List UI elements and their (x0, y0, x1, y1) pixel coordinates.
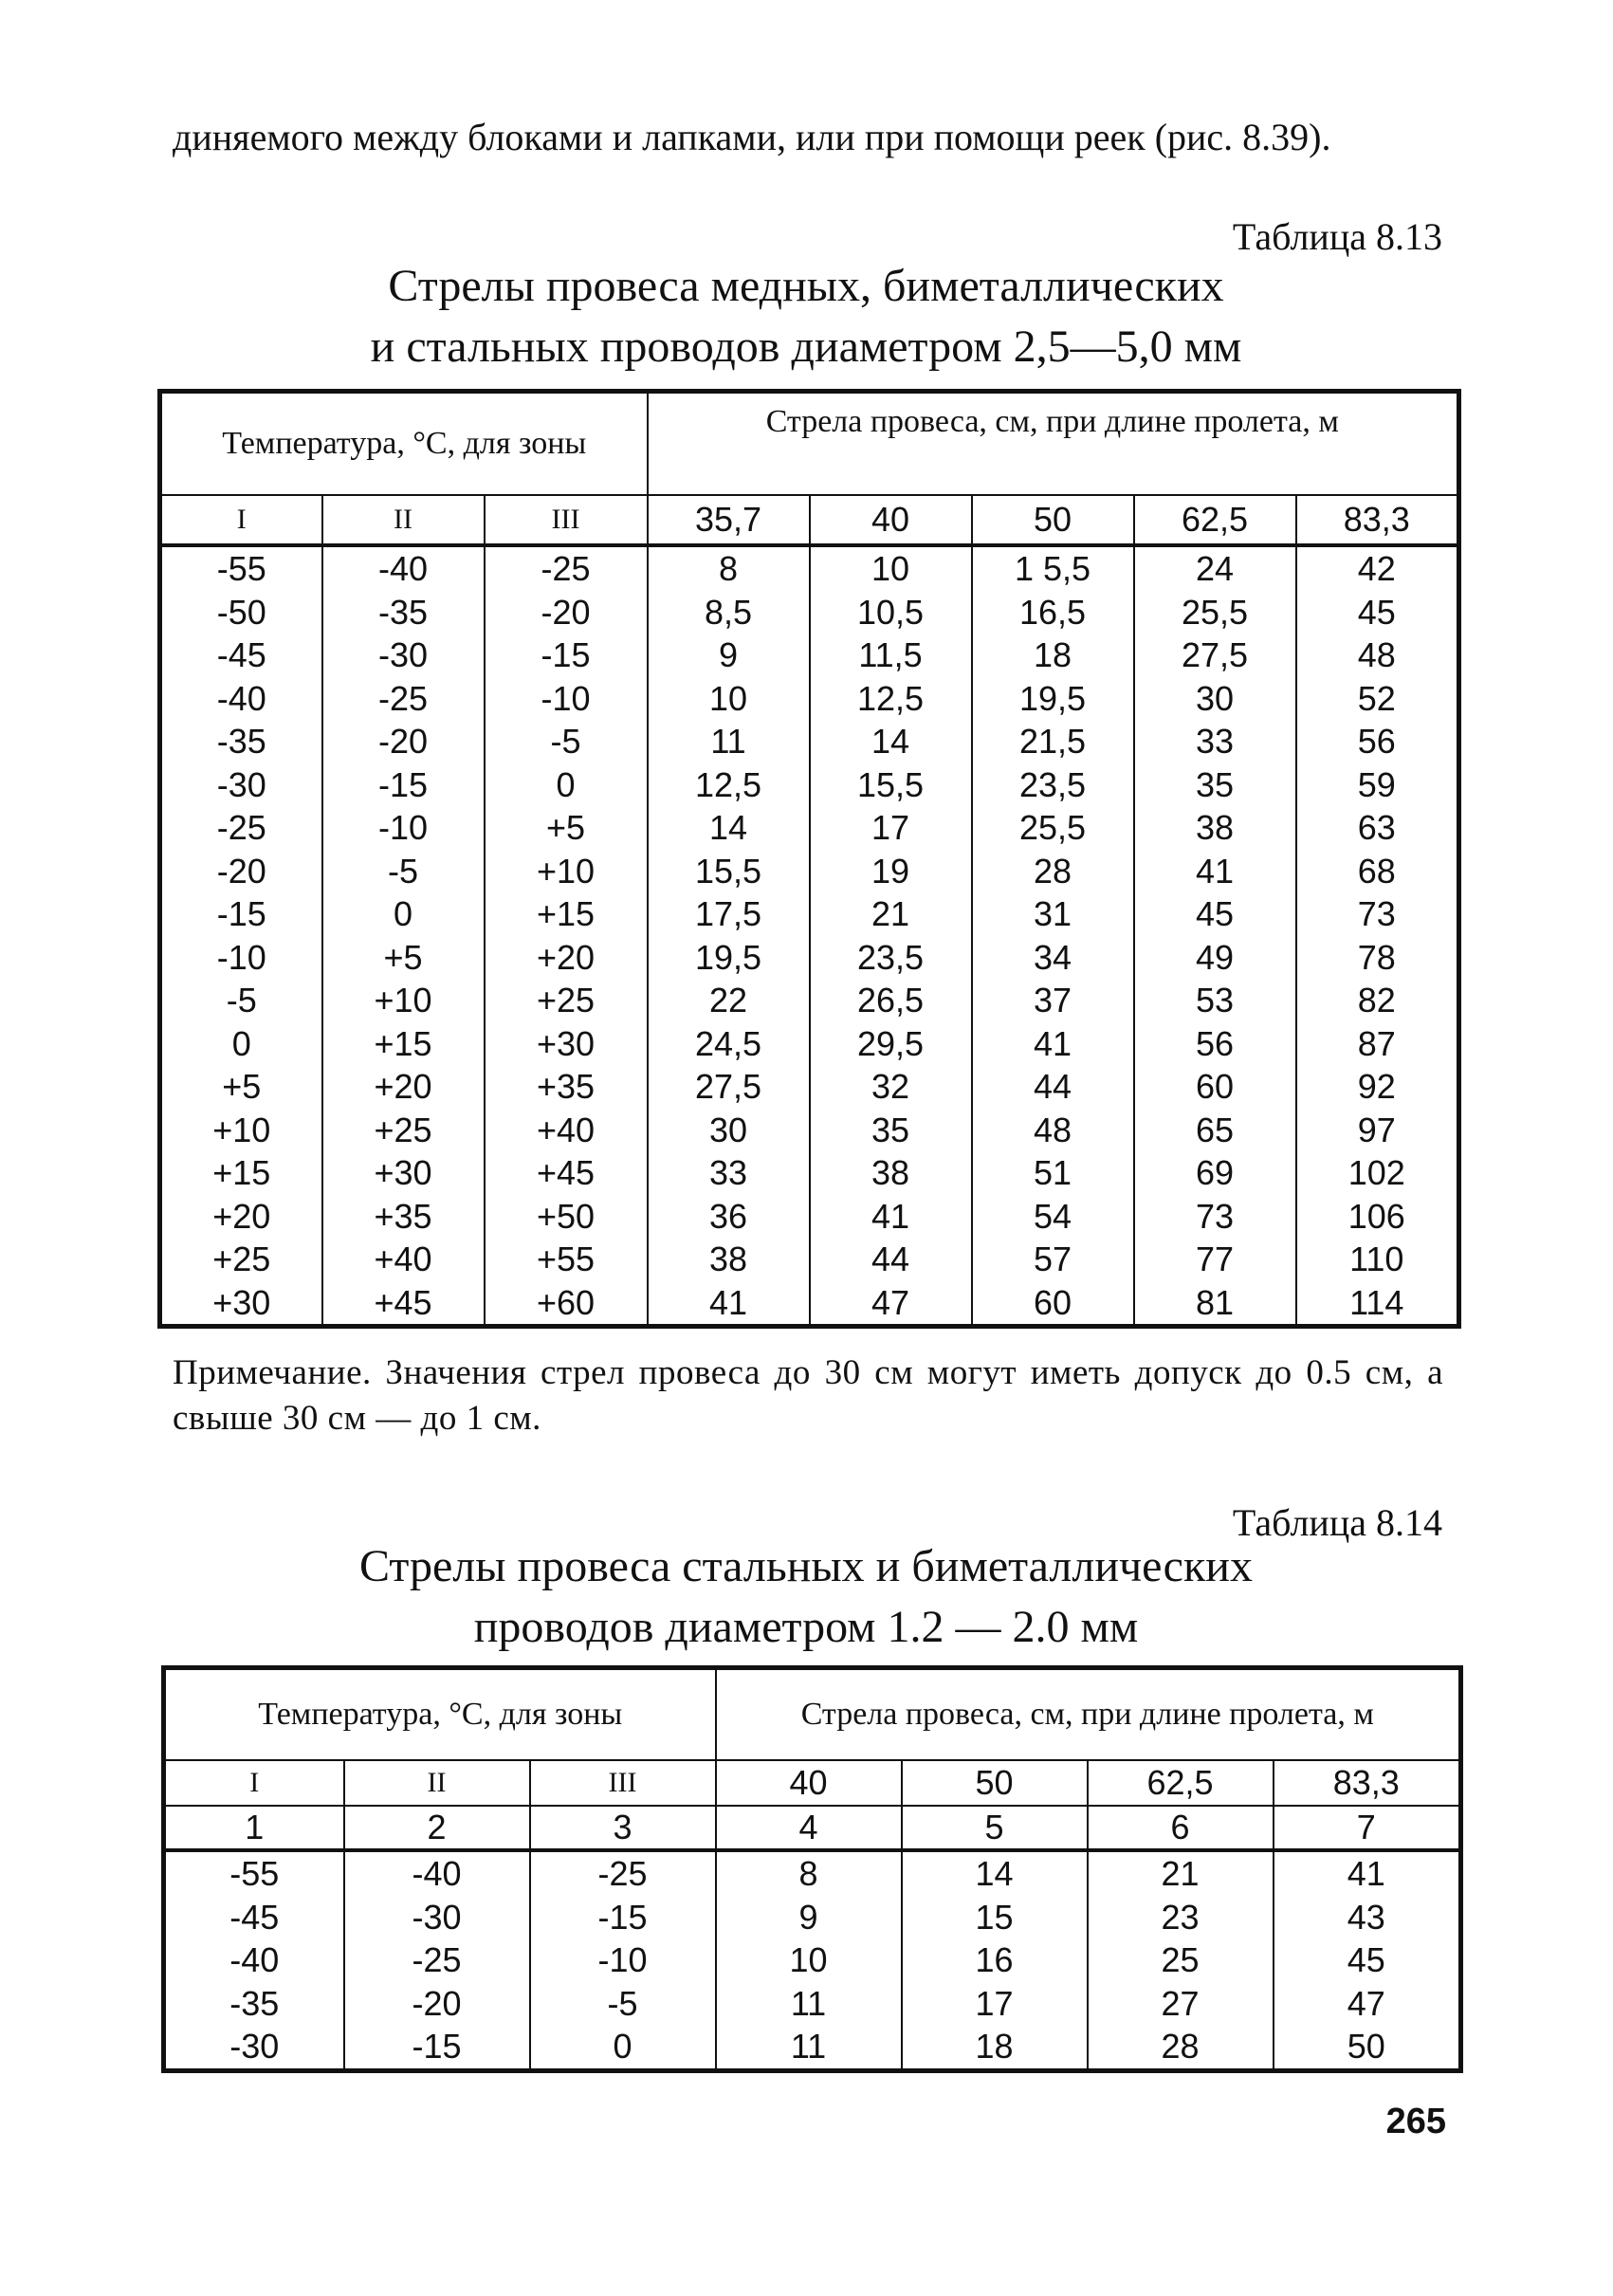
table-row (160, 979, 1459, 1022)
table-cell: 11 (716, 2025, 902, 2070)
table-row (164, 2025, 1461, 2070)
table-cell: 44 (810, 1238, 972, 1281)
table-cell: 34 (972, 936, 1134, 980)
table-cell: -35 (160, 720, 322, 763)
table-cell: -5 (530, 1982, 716, 2026)
table-row (160, 892, 1459, 936)
table-cell: +50 (485, 1195, 648, 1239)
table-cell: +5 (160, 1065, 322, 1109)
table-cell: +10 (485, 850, 648, 893)
zone-header: III (485, 495, 648, 545)
table-cell: +55 (485, 1238, 648, 1281)
table-cell: 30 (648, 1109, 810, 1152)
table-row (164, 1982, 1461, 2026)
table-cell: 41 (1274, 1850, 1461, 1896)
table-cell: 44 (972, 1065, 1134, 1109)
table-cell: 25,5 (972, 806, 1134, 850)
zone-header: I (160, 495, 322, 545)
span-header: 35,7 (648, 495, 810, 545)
table-cell: 33 (648, 1151, 810, 1195)
table-row (160, 591, 1459, 634)
table-cell: +30 (322, 1151, 485, 1195)
table-cell: 15,5 (810, 763, 972, 807)
table-cell: 23,5 (972, 763, 1134, 807)
table-cell: -35 (164, 1982, 344, 2026)
table-813-title (152, 256, 1460, 377)
table-cell: 73 (1134, 1195, 1296, 1239)
subheader-row (160, 495, 1459, 545)
table-cell: -15 (160, 892, 322, 936)
table-cell: 49 (1134, 936, 1296, 980)
table-cell: 54 (972, 1195, 1134, 1239)
table-cell: 69 (1134, 1151, 1296, 1195)
table-row (160, 677, 1459, 721)
table-row (160, 850, 1459, 893)
table-cell: 8 (716, 1850, 902, 1896)
table-cell: 10 (810, 545, 972, 591)
table-cell: -30 (322, 634, 485, 677)
table-cell: -15 (485, 634, 648, 677)
column-number: 2 (344, 1806, 530, 1850)
zone-header: I (164, 1760, 344, 1806)
table-cell: +25 (322, 1109, 485, 1152)
span-header: 62,5 (1088, 1760, 1274, 1806)
table-cell: +35 (485, 1065, 648, 1109)
table-cell: -25 (344, 1938, 530, 1982)
table-cell: 12,5 (810, 677, 972, 721)
page-number: 265 (1385, 2102, 1446, 2141)
span-header: 83,3 (1296, 495, 1459, 545)
table-cell: 41 (648, 1281, 810, 1327)
table-cell: 35 (1134, 763, 1296, 807)
table-cell: 32 (810, 1065, 972, 1109)
table-cell: -20 (322, 720, 485, 763)
table-cell: +60 (485, 1281, 648, 1327)
table-cell: -25 (530, 1850, 716, 1896)
table-row (160, 1065, 1459, 1109)
table-cell: 27,5 (648, 1065, 810, 1109)
table-814-label: Таблица 8.14 (1232, 1501, 1442, 1544)
table-cell: 23,5 (810, 936, 972, 980)
table-cell: 63 (1296, 806, 1459, 850)
table-cell: 41 (1134, 850, 1296, 893)
table-cell: 19,5 (648, 936, 810, 980)
table-cell: 57 (972, 1238, 1134, 1281)
table-814-title-line1: Стрелы провеса стальных и биметаллических (359, 1541, 1253, 1591)
table-cell: +40 (322, 1238, 485, 1281)
table-cell: 29,5 (810, 1022, 972, 1066)
table-cell: 10,5 (810, 591, 972, 634)
table-cell: -40 (164, 1938, 344, 1982)
table-cell: 65 (1134, 1109, 1296, 1152)
table-cell: +20 (322, 1065, 485, 1109)
table-note: Примечание. Значения стрел провеса до 30 см могут иметь допуск до 0.5 см, а свыше 30 см — до 1 см. (173, 1353, 1443, 1438)
table-cell: 17,5 (648, 892, 810, 936)
sag-header: Стрела провеса, см, при длине пролета, м (716, 1668, 1461, 1761)
table-cell: +10 (160, 1109, 322, 1152)
table-cell: 16 (902, 1938, 1088, 1982)
table-cell: 114 (1296, 1281, 1459, 1327)
table-cell: 14 (810, 720, 972, 763)
table-cell: 47 (1274, 1982, 1461, 2026)
table-cell: 12,5 (648, 763, 810, 807)
table-cell: +10 (322, 979, 485, 1022)
table-cell: 45 (1296, 591, 1459, 634)
table-cell: -10 (160, 936, 322, 980)
table-cell: +30 (485, 1022, 648, 1066)
table-cell: -40 (344, 1850, 530, 1896)
span-header: 40 (810, 495, 972, 545)
table-cell: +15 (160, 1151, 322, 1195)
table-cell: 43 (1274, 1896, 1461, 1939)
table-cell: +15 (322, 1022, 485, 1066)
span-header: 40 (716, 1760, 902, 1806)
table-cell: -5 (485, 720, 648, 763)
temp-header: Температура, °С, для зоны (164, 1668, 716, 1761)
table-cell: 52 (1296, 677, 1459, 721)
table-cell: 36 (648, 1195, 810, 1239)
table-cell: 26,5 (810, 979, 972, 1022)
table-814-title (152, 1536, 1460, 1658)
table-cell: 0 (530, 2025, 716, 2070)
table-cell: +20 (485, 936, 648, 980)
table-cell: +45 (485, 1151, 648, 1195)
table-cell: 15,5 (648, 850, 810, 893)
table-cell: 28 (972, 850, 1134, 893)
table-cell: +20 (160, 1195, 322, 1239)
zone-header: II (322, 495, 485, 545)
table-cell: 10 (716, 1938, 902, 1982)
span-header: 62,5 (1134, 495, 1296, 545)
table-cell: 33 (1134, 720, 1296, 763)
table-cell: 10 (648, 677, 810, 721)
table-cell: -30 (160, 763, 322, 807)
subheader-row (164, 1760, 1461, 1806)
table-cell: 56 (1134, 1022, 1296, 1066)
table-cell: 60 (972, 1281, 1134, 1327)
table-cell: 50 (1274, 2025, 1461, 2070)
column-number: 5 (902, 1806, 1088, 1850)
table-cell: -15 (344, 2025, 530, 2070)
table-813-title-line2: и стальных проводов диаметром 2,5—5,0 мм (370, 321, 1242, 372)
table-cell: 110 (1296, 1238, 1459, 1281)
zone-header: II (344, 1760, 530, 1806)
table-cell: 24 (1134, 545, 1296, 591)
column-number: 1 (164, 1806, 344, 1850)
table-cell: +45 (322, 1281, 485, 1327)
table-cell: 53 (1134, 979, 1296, 1022)
table-cell: -25 (485, 545, 648, 591)
table-cell: -50 (160, 591, 322, 634)
table-cell: 21,5 (972, 720, 1134, 763)
table-cell: -25 (322, 677, 485, 721)
table-cell: -5 (160, 979, 322, 1022)
column-number: 4 (716, 1806, 902, 1850)
table-cell: 19,5 (972, 677, 1134, 721)
table-row (160, 936, 1459, 980)
table-cell: -10 (485, 677, 648, 721)
table-row (160, 545, 1459, 591)
table-814-title-line2: проводов диаметром 1.2 — 2.0 мм (473, 1602, 1139, 1652)
table-cell: 25,5 (1134, 591, 1296, 634)
column-number: 7 (1274, 1806, 1461, 1850)
table-cell: +40 (485, 1109, 648, 1152)
table-cell: 8,5 (648, 591, 810, 634)
table-cell: 17 (810, 806, 972, 850)
table-cell: 106 (1296, 1195, 1459, 1239)
table-cell: 38 (1134, 806, 1296, 850)
table-cell: 27 (1088, 1982, 1274, 2026)
table-cell: 21 (810, 892, 972, 936)
table-cell: 87 (1296, 1022, 1459, 1066)
table-cell: -35 (322, 591, 485, 634)
table-cell: -30 (344, 1896, 530, 1939)
table-cell: 48 (1296, 634, 1459, 677)
table-row (160, 1238, 1459, 1281)
table-cell: 56 (1296, 720, 1459, 763)
table-row (160, 806, 1459, 850)
table-cell: 19 (810, 850, 972, 893)
table-cell: 48 (972, 1109, 1134, 1152)
table-row (164, 1896, 1461, 1939)
table-cell: -20 (344, 1982, 530, 2026)
table-cell: 21 (1088, 1850, 1274, 1896)
table-cell: +30 (160, 1281, 322, 1327)
table-row (160, 1195, 1459, 1239)
table-cell: +5 (322, 936, 485, 980)
table-cell: 15 (902, 1896, 1088, 1939)
table-814 (161, 1665, 1463, 2073)
table-cell: 25 (1088, 1938, 1274, 1982)
table-cell: -25 (160, 806, 322, 850)
sag-header: Стрела провеса, см, при длине пролета, м (648, 392, 1459, 496)
table-cell: 42 (1296, 545, 1459, 591)
intro-paragraph: диняемого между блоками и лапками, или при помощи реек (рис. 8.39). (173, 116, 1331, 158)
column-number-row (164, 1806, 1461, 1850)
table-row (160, 1022, 1459, 1066)
table-row (160, 720, 1459, 763)
table-cell: -15 (322, 763, 485, 807)
table-cell: 9 (648, 634, 810, 677)
table-cell: 38 (648, 1238, 810, 1281)
table-cell: 18 (902, 2025, 1088, 2070)
table-cell: 22 (648, 979, 810, 1022)
table-cell: -5 (322, 850, 485, 893)
table-cell: 60 (1134, 1065, 1296, 1109)
table-cell: -30 (164, 2025, 344, 2070)
table-cell: 78 (1296, 936, 1459, 980)
span-header: 50 (902, 1760, 1088, 1806)
temp-header: Температура, °С, для зоны (160, 392, 648, 496)
table-cell: 41 (810, 1195, 972, 1239)
table-cell: 14 (648, 806, 810, 850)
table-cell: -45 (160, 634, 322, 677)
table-cell: 77 (1134, 1238, 1296, 1281)
table-cell: -40 (160, 677, 322, 721)
table-cell: 0 (322, 892, 485, 936)
table-cell: 18 (972, 634, 1134, 677)
table-cell: 92 (1296, 1065, 1459, 1109)
table-row (160, 763, 1459, 807)
table-cell: -40 (322, 545, 485, 591)
table-cell: -45 (164, 1896, 344, 1939)
table-cell: 31 (972, 892, 1134, 936)
table-cell: +35 (322, 1195, 485, 1239)
span-header: 83,3 (1274, 1760, 1461, 1806)
zone-header: III (530, 1760, 716, 1806)
table-cell: 47 (810, 1281, 972, 1327)
table-cell: 45 (1134, 892, 1296, 936)
table-cell: 38 (810, 1151, 972, 1195)
table-cell: 82 (1296, 979, 1459, 1022)
table-cell: 37 (972, 979, 1134, 1022)
table-cell: -20 (160, 850, 322, 893)
table-cell: 41 (972, 1022, 1134, 1066)
table-813 (157, 389, 1461, 1329)
table-row (160, 1151, 1459, 1195)
table-cell: 9 (716, 1896, 902, 1939)
table-cell: 73 (1296, 892, 1459, 936)
table-cell: +15 (485, 892, 648, 936)
table-cell: 27,5 (1134, 634, 1296, 677)
column-number: 3 (530, 1806, 716, 1850)
table-cell: 24,5 (648, 1022, 810, 1066)
table-cell: -10 (530, 1938, 716, 1982)
table-cell: -55 (160, 545, 322, 591)
table-row (160, 1109, 1459, 1152)
table-cell: 81 (1134, 1281, 1296, 1327)
table-cell: 11 (716, 1982, 902, 2026)
table-cell: 35 (810, 1109, 972, 1152)
table-cell: 11,5 (810, 634, 972, 677)
table-cell: 0 (160, 1022, 322, 1066)
table-cell: 102 (1296, 1151, 1459, 1195)
table-cell: 17 (902, 1982, 1088, 2026)
table-cell: 68 (1296, 850, 1459, 893)
table-cell: 14 (902, 1850, 1088, 1896)
column-number: 6 (1088, 1806, 1274, 1850)
table-row (164, 1938, 1461, 1982)
table-cell: -10 (322, 806, 485, 850)
table-cell: 30 (1134, 677, 1296, 721)
table-cell: 0 (485, 763, 648, 807)
table-cell: 16,5 (972, 591, 1134, 634)
table-cell: 97 (1296, 1109, 1459, 1152)
table-cell: +5 (485, 806, 648, 850)
table-row (160, 1281, 1459, 1327)
table-cell: 51 (972, 1151, 1134, 1195)
table-cell: 23 (1088, 1896, 1274, 1939)
table-cell: -55 (164, 1850, 344, 1896)
table-cell: 8 (648, 545, 810, 591)
span-header: 50 (972, 495, 1134, 545)
table-cell: -20 (485, 591, 648, 634)
table-cell: +25 (485, 979, 648, 1022)
table-cell: -15 (530, 1896, 716, 1939)
table-cell: 59 (1296, 763, 1459, 807)
table-813-label: Таблица 8.13 (1232, 215, 1442, 258)
table-row (160, 634, 1459, 677)
table-cell: 1 5,5 (972, 545, 1134, 591)
table-cell: 11 (648, 720, 810, 763)
table-813-title-line1: Стрелы провеса медных, биметаллических (388, 261, 1224, 311)
table-row (164, 1850, 1461, 1896)
table-cell: +25 (160, 1238, 322, 1281)
table-cell: 45 (1274, 1938, 1461, 1982)
table-cell: 28 (1088, 2025, 1274, 2070)
